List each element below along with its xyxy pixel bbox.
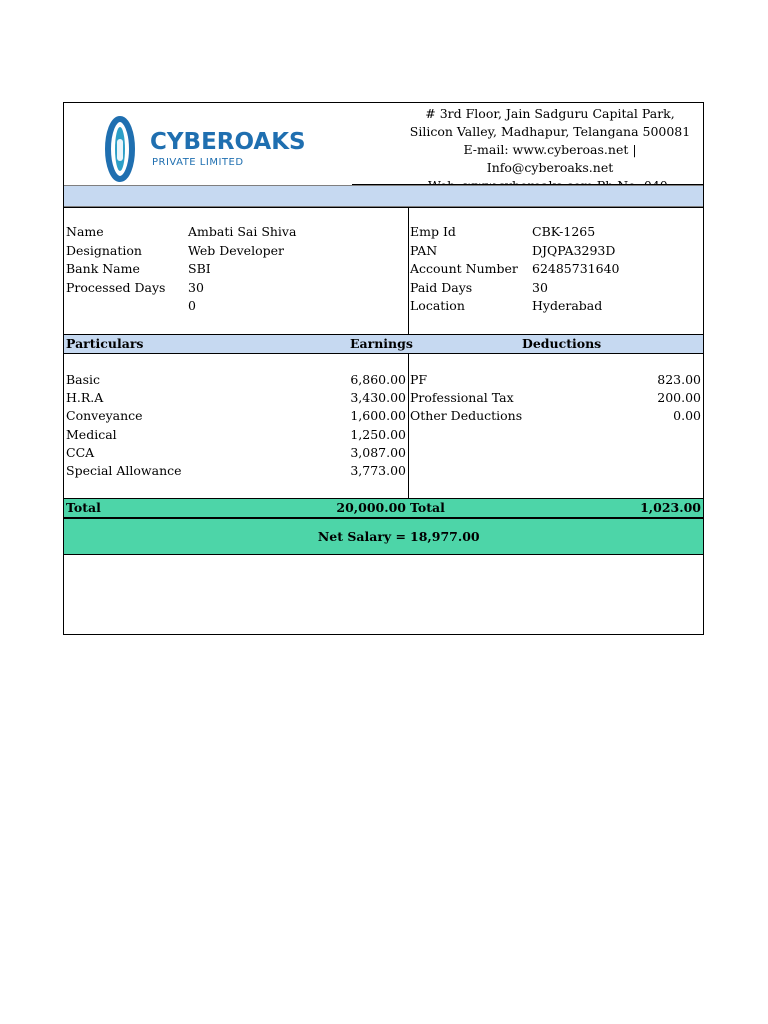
- address-line-2: Silicon Valley, Madhapur, Telangana 500081: [409, 124, 691, 139]
- info-value: 0: [188, 298, 196, 313]
- earning-row: [66, 371, 406, 389]
- info-label: Emp Id: [410, 224, 456, 239]
- info-label: PAN: [410, 242, 438, 258]
- address-line-3: E-mail: www.cyberoas.net | Info@cyberoaks.net: [463, 142, 637, 175]
- info-row-paid-days: [410, 279, 700, 298]
- earning-row: [66, 462, 406, 480]
- info-value: Ambati Sai Shiva: [188, 224, 297, 239]
- earning-name: Medical: [66, 426, 117, 442]
- info-row-bank: [66, 260, 406, 279]
- header-particulars: Particulars: [66, 336, 144, 351]
- deduction-name: Professional Tax: [410, 390, 514, 406]
- info-value: Web Developer: [188, 242, 284, 258]
- deduction-name: PF: [410, 372, 428, 387]
- info-label: Account Number: [410, 261, 518, 276]
- deduction-row: [410, 407, 701, 425]
- deductions-total-value: 1,023.00: [640, 500, 701, 515]
- info-row-extra: [66, 297, 406, 316]
- info-row-processed-days: [66, 279, 406, 298]
- header-earnings: Earnings: [350, 336, 413, 351]
- net-salary-value: 18,977.00: [410, 529, 480, 544]
- earnings-deductions-header: [64, 334, 703, 354]
- info-value: DJQPA3293D: [532, 242, 616, 258]
- earnings-total-label: Total: [66, 500, 101, 515]
- info-row-name: [66, 223, 406, 242]
- employee-info-left: [66, 223, 406, 316]
- info-row-location: [410, 297, 700, 316]
- earnings-total-value: 20,000.00: [336, 500, 406, 515]
- info-value: CBK-1265: [532, 224, 596, 239]
- title-band: [64, 185, 703, 207]
- deduction-amount: 200.00: [657, 390, 701, 406]
- company-logo: [100, 109, 330, 185]
- cyberoaks-logo-icon: [100, 109, 330, 185]
- deduction-name: Other Deductions: [410, 408, 523, 424]
- deduction-amount: 0.00: [673, 408, 701, 424]
- info-value: 30: [532, 279, 548, 295]
- earning-name: Conveyance: [66, 408, 143, 424]
- logo-text: CYBEROAKS: [150, 129, 306, 155]
- info-label: Bank Name: [66, 261, 140, 276]
- net-salary-row: [64, 518, 703, 555]
- totals-row: [64, 498, 703, 518]
- employee-info-right: [410, 223, 700, 316]
- earning-row: [66, 426, 406, 444]
- info-value: Hyderabad: [532, 298, 603, 313]
- earning-name: Basic: [66, 372, 101, 387]
- earning-row: [66, 444, 406, 462]
- band-divider: [64, 207, 703, 208]
- net-salary-label: Net Salary =: [317, 529, 406, 544]
- earning-amount: 3,773.00: [350, 462, 406, 478]
- info-label: Paid Days: [410, 279, 473, 295]
- info-row-emp-id: [410, 223, 700, 242]
- deductions-list: [410, 371, 701, 426]
- info-value: 30: [188, 279, 204, 295]
- info-row-pan: [410, 242, 700, 261]
- deduction-row: [410, 371, 701, 389]
- info-value: 62485731640: [532, 261, 620, 276]
- info-label: Designation: [66, 242, 142, 258]
- info-value: SBI: [188, 261, 211, 276]
- info-row-designation: [66, 242, 406, 261]
- address-line-1: # 3rd Floor, Jain Sadguru Capital Park,: [425, 106, 675, 121]
- earning-row: [66, 407, 406, 425]
- info-label: Name: [66, 224, 104, 239]
- earning-amount: 1,250.00: [350, 426, 406, 442]
- earning-amount: 3,430.00: [350, 390, 406, 406]
- deduction-amount: 823.00: [657, 372, 701, 387]
- earning-amount: 3,087.00: [350, 444, 406, 460]
- header-deductions: Deductions: [522, 336, 602, 351]
- logo-subtext: PRIVATE LIMITED: [152, 157, 244, 168]
- info-label: Processed Days: [66, 279, 166, 295]
- earning-name: CCA: [66, 444, 95, 460]
- earning-name: H.R.A: [66, 390, 104, 406]
- info-row-account: [410, 260, 700, 279]
- column-divider: [408, 207, 409, 517]
- earning-amount: 6,860.00: [350, 372, 406, 387]
- earning-row: [66, 389, 406, 407]
- payslip-sheet: [63, 102, 704, 635]
- info-label: Location: [410, 298, 465, 313]
- earning-name: Special Allowance: [66, 462, 182, 478]
- deduction-row: [410, 389, 701, 407]
- earnings-list: [66, 371, 406, 480]
- earning-amount: 1,600.00: [350, 408, 406, 424]
- deductions-total-label: Total: [410, 500, 445, 515]
